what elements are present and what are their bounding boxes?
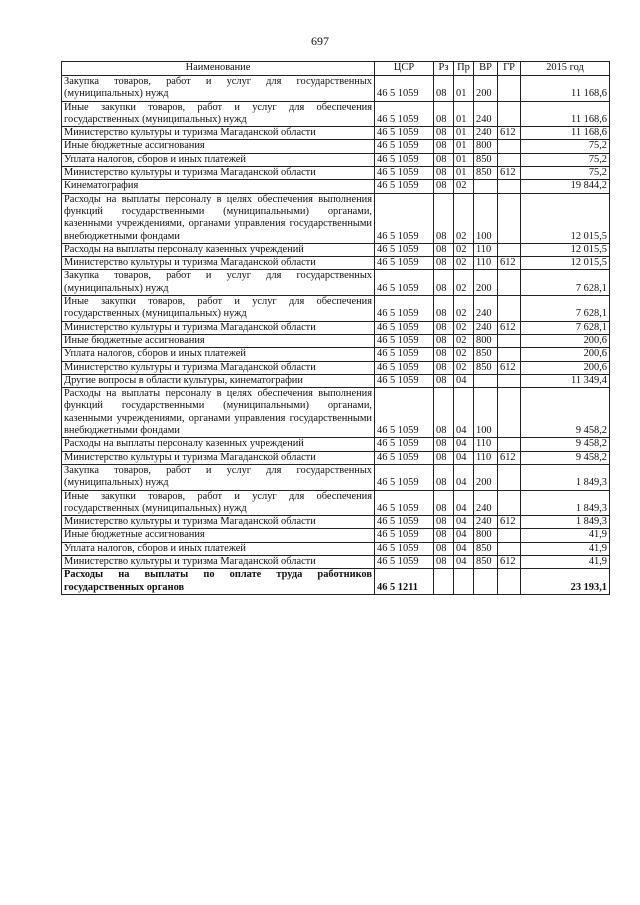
row-gr bbox=[498, 542, 521, 555]
row-rz: 08 bbox=[434, 529, 454, 542]
table-row bbox=[62, 348, 610, 361]
row-name: Иные бюджетные ассигнования bbox=[62, 334, 375, 347]
table-row bbox=[62, 334, 610, 347]
row-vr: 240 bbox=[474, 490, 498, 516]
budget-table bbox=[61, 61, 610, 595]
row-pr: 02 bbox=[454, 296, 474, 322]
row-pr: 02 bbox=[454, 361, 474, 374]
row-amount: 75,2 bbox=[521, 153, 610, 166]
row-name: Иные бюджетные ассигнования bbox=[62, 140, 375, 153]
table-row bbox=[62, 257, 610, 270]
row-pr: 04 bbox=[454, 451, 474, 464]
row-gr bbox=[498, 388, 521, 438]
row-pr: 01 bbox=[454, 140, 474, 153]
row-rz: 08 bbox=[434, 296, 454, 322]
table-row bbox=[62, 490, 610, 516]
row-name: Министерство культуры и туризма Магаданской области bbox=[62, 555, 375, 568]
row-vr: 850 bbox=[474, 555, 498, 568]
row-amount: 7 628,1 bbox=[521, 270, 610, 296]
row-csr: 46 5 1059 bbox=[375, 348, 434, 361]
row-amount: 1 849,3 bbox=[521, 516, 610, 529]
row-name: Закупка товаров, работ и услуг для государственных (муниципальных) нужд bbox=[62, 464, 375, 490]
row-csr: 46 5 1059 bbox=[375, 127, 434, 140]
row-vr bbox=[474, 569, 498, 595]
row-rz: 08 bbox=[434, 270, 454, 296]
row-pr: 04 bbox=[454, 555, 474, 568]
row-vr: 240 bbox=[474, 101, 498, 127]
row-pr: 02 bbox=[454, 193, 474, 243]
row-gr bbox=[498, 569, 521, 595]
row-vr: 110 bbox=[474, 451, 498, 464]
row-rz bbox=[434, 569, 454, 595]
row-rz: 08 bbox=[434, 451, 454, 464]
table-row bbox=[62, 542, 610, 555]
row-csr: 46 5 1059 bbox=[375, 167, 434, 180]
row-vr: 110 bbox=[474, 257, 498, 270]
row-name: Уплата налогов, сборов и иных платежей bbox=[62, 348, 375, 361]
row-pr: 01 bbox=[454, 76, 474, 102]
row-vr: 800 bbox=[474, 140, 498, 153]
row-gr bbox=[498, 180, 521, 193]
row-gr: 612 bbox=[498, 321, 521, 334]
row-amount: 9 458,2 bbox=[521, 388, 610, 438]
row-rz: 08 bbox=[434, 348, 454, 361]
table-row bbox=[62, 270, 610, 296]
row-pr: 04 bbox=[454, 464, 474, 490]
row-pr: 04 bbox=[454, 438, 474, 451]
row-csr: 46 5 1059 bbox=[375, 140, 434, 153]
row-gr bbox=[498, 296, 521, 322]
row-vr: 200 bbox=[474, 464, 498, 490]
row-pr: 01 bbox=[454, 153, 474, 166]
row-csr: 46 5 1059 bbox=[375, 438, 434, 451]
row-vr: 110 bbox=[474, 438, 498, 451]
row-csr: 46 5 1059 bbox=[375, 451, 434, 464]
table-row bbox=[62, 569, 610, 595]
row-amount: 12 015,5 bbox=[521, 193, 610, 243]
table-row bbox=[62, 193, 610, 243]
row-rz: 08 bbox=[434, 257, 454, 270]
table-row bbox=[62, 361, 610, 374]
table-row bbox=[62, 438, 610, 451]
row-rz: 08 bbox=[434, 438, 454, 451]
row-amount: 23 193,1 bbox=[521, 569, 610, 595]
row-csr: 46 5 1059 bbox=[375, 555, 434, 568]
row-rz: 08 bbox=[434, 321, 454, 334]
row-rz: 08 bbox=[434, 101, 454, 127]
row-vr: 850 bbox=[474, 153, 498, 166]
table-row bbox=[62, 388, 610, 438]
row-name: Иные закупки товаров, работ и услуг для обеспечения государственных (муниципальных) нужд bbox=[62, 296, 375, 322]
table-row bbox=[62, 516, 610, 529]
row-name: Уплата налогов, сборов и иных платежей bbox=[62, 542, 375, 555]
table-row bbox=[62, 153, 610, 166]
row-amount: 1 849,3 bbox=[521, 464, 610, 490]
row-amount: 200,6 bbox=[521, 348, 610, 361]
row-vr: 850 bbox=[474, 167, 498, 180]
row-vr: 240 bbox=[474, 296, 498, 322]
row-pr: 01 bbox=[454, 127, 474, 140]
row-csr: 46 5 1059 bbox=[375, 257, 434, 270]
row-rz: 08 bbox=[434, 180, 454, 193]
row-amount: 7 628,1 bbox=[521, 296, 610, 322]
table-header bbox=[62, 62, 610, 76]
row-name: Расходы на выплаты персоналу казенных учреждений bbox=[62, 438, 375, 451]
row-pr: 04 bbox=[454, 374, 474, 387]
row-csr: 46 5 1059 bbox=[375, 464, 434, 490]
row-csr: 46 5 1059 bbox=[375, 388, 434, 438]
row-vr: 240 bbox=[474, 127, 498, 140]
row-csr: 46 5 1059 bbox=[375, 529, 434, 542]
row-name: Министерство культуры и туризма Магаданской области bbox=[62, 127, 375, 140]
row-gr: 612 bbox=[498, 555, 521, 568]
row-csr: 46 5 1059 bbox=[375, 76, 434, 102]
table-row bbox=[62, 101, 610, 127]
row-name: Расходы на выплаты по оплате труда работников государственных органов bbox=[62, 569, 375, 595]
row-csr: 46 5 1059 bbox=[375, 153, 434, 166]
row-name: Уплата налогов, сборов и иных платежей bbox=[62, 153, 375, 166]
row-gr bbox=[498, 334, 521, 347]
row-pr: 02 bbox=[454, 243, 474, 256]
row-rz: 08 bbox=[434, 153, 454, 166]
row-rz: 08 bbox=[434, 334, 454, 347]
page-number: 697 bbox=[311, 34, 329, 48]
row-name: Министерство культуры и туризма Магаданской области bbox=[62, 167, 375, 180]
header-name: Наименование bbox=[62, 62, 375, 76]
row-name: Министерство культуры и туризма Магаданской области bbox=[62, 516, 375, 529]
row-vr bbox=[474, 374, 498, 387]
row-amount: 11 349,4 bbox=[521, 374, 610, 387]
row-pr: 01 bbox=[454, 101, 474, 127]
row-vr: 850 bbox=[474, 361, 498, 374]
row-gr: 612 bbox=[498, 361, 521, 374]
row-amount: 75,2 bbox=[521, 140, 610, 153]
row-pr: 01 bbox=[454, 167, 474, 180]
row-csr: 46 5 1059 bbox=[375, 101, 434, 127]
row-csr: 46 5 1059 bbox=[375, 516, 434, 529]
row-pr: 04 bbox=[454, 388, 474, 438]
header-vr: ВР bbox=[474, 62, 498, 76]
row-name: Министерство культуры и туризма Магаданской области bbox=[62, 451, 375, 464]
row-name: Закупка товаров, работ и услуг для государственных (муниципальных) нужд bbox=[62, 76, 375, 102]
row-pr: 04 bbox=[454, 529, 474, 542]
row-name: Министерство культуры и туризма Магаданской области bbox=[62, 321, 375, 334]
row-gr bbox=[498, 490, 521, 516]
table-row bbox=[62, 555, 610, 568]
row-gr: 612 bbox=[498, 167, 521, 180]
row-name: Расходы на выплаты персоналу в целях обеспечения выполнения функций государственными (муниципальными) органами, казенными учреждениями, органами управления государственными внебюджетными фондами bbox=[62, 388, 375, 438]
row-amount: 41,9 bbox=[521, 529, 610, 542]
row-csr: 46 5 1059 bbox=[375, 374, 434, 387]
row-name: Иные закупки товаров, работ и услуг для обеспечения государственных (муниципальных) нужд bbox=[62, 101, 375, 127]
row-name: Министерство культуры и туризма Магаданской области bbox=[62, 361, 375, 374]
table-row bbox=[62, 321, 610, 334]
row-csr: 46 5 1059 bbox=[375, 361, 434, 374]
row-amount: 1 849,3 bbox=[521, 490, 610, 516]
row-vr: 800 bbox=[474, 529, 498, 542]
table-row bbox=[62, 529, 610, 542]
row-csr: 46 5 1059 bbox=[375, 296, 434, 322]
row-name: Министерство культуры и туризма Магаданской области bbox=[62, 257, 375, 270]
header-rz: Рз bbox=[434, 62, 454, 76]
row-amount: 9 458,2 bbox=[521, 438, 610, 451]
row-pr bbox=[454, 569, 474, 595]
row-vr: 850 bbox=[474, 542, 498, 555]
row-gr bbox=[498, 76, 521, 102]
row-pr: 04 bbox=[454, 490, 474, 516]
row-vr: 800 bbox=[474, 334, 498, 347]
row-vr: 110 bbox=[474, 243, 498, 256]
row-amount: 11 168,6 bbox=[521, 76, 610, 102]
table-row bbox=[62, 464, 610, 490]
row-amount: 11 168,6 bbox=[521, 127, 610, 140]
row-vr: 200 bbox=[474, 270, 498, 296]
header-year: 2015 год bbox=[521, 62, 610, 76]
row-gr bbox=[498, 193, 521, 243]
row-rz: 08 bbox=[434, 76, 454, 102]
row-vr: 240 bbox=[474, 516, 498, 529]
table-row bbox=[62, 167, 610, 180]
table-row bbox=[62, 180, 610, 193]
row-rz: 08 bbox=[434, 542, 454, 555]
row-amount: 200,6 bbox=[521, 361, 610, 374]
row-rz: 08 bbox=[434, 167, 454, 180]
row-amount: 200,6 bbox=[521, 334, 610, 347]
header-pr: Пр bbox=[454, 62, 474, 76]
row-amount: 12 015,5 bbox=[521, 243, 610, 256]
row-csr: 46 5 1059 bbox=[375, 490, 434, 516]
row-pr: 02 bbox=[454, 334, 474, 347]
row-rz: 08 bbox=[434, 374, 454, 387]
row-rz: 08 bbox=[434, 490, 454, 516]
row-name: Иные бюджетные ассигнования bbox=[62, 529, 375, 542]
row-rz: 08 bbox=[434, 140, 454, 153]
row-rz: 08 bbox=[434, 388, 454, 438]
row-amount: 9 458,2 bbox=[521, 451, 610, 464]
row-gr: 612 bbox=[498, 127, 521, 140]
row-csr: 46 5 1059 bbox=[375, 180, 434, 193]
row-rz: 08 bbox=[434, 127, 454, 140]
row-vr: 100 bbox=[474, 388, 498, 438]
row-vr: 240 bbox=[474, 321, 498, 334]
row-rz: 08 bbox=[434, 555, 454, 568]
row-gr bbox=[498, 348, 521, 361]
row-gr bbox=[498, 140, 521, 153]
row-name: Расходы на выплаты персоналу в целях обеспечения выполнения функций государственными (муниципальными) органами, казенными учреждениями, органами управления государственными внебюджетными фондами bbox=[62, 193, 375, 243]
row-gr bbox=[498, 529, 521, 542]
row-gr bbox=[498, 101, 521, 127]
row-gr bbox=[498, 438, 521, 451]
row-csr: 46 5 1059 bbox=[375, 270, 434, 296]
row-rz: 08 bbox=[434, 516, 454, 529]
row-pr: 02 bbox=[454, 257, 474, 270]
row-gr bbox=[498, 270, 521, 296]
table-row bbox=[62, 296, 610, 322]
row-rz: 08 bbox=[434, 361, 454, 374]
table-row bbox=[62, 140, 610, 153]
row-gr bbox=[498, 153, 521, 166]
row-pr: 02 bbox=[454, 180, 474, 193]
table-row bbox=[62, 374, 610, 387]
row-rz: 08 bbox=[434, 243, 454, 256]
row-amount: 19 844,2 bbox=[521, 180, 610, 193]
row-csr: 46 5 1059 bbox=[375, 243, 434, 256]
table-row bbox=[62, 243, 610, 256]
row-name: Иные закупки товаров, работ и услуг для обеспечения государственных (муниципальных) нужд bbox=[62, 490, 375, 516]
row-amount: 12 015,5 bbox=[521, 257, 610, 270]
table-row bbox=[62, 76, 610, 102]
row-vr bbox=[474, 180, 498, 193]
row-name: Другие вопросы в области культуры, кинематографии bbox=[62, 374, 375, 387]
header-gr: ГР bbox=[498, 62, 521, 76]
table-row bbox=[62, 451, 610, 464]
row-gr bbox=[498, 464, 521, 490]
row-csr: 46 5 1059 bbox=[375, 334, 434, 347]
table-body bbox=[62, 76, 610, 595]
row-rz: 08 bbox=[434, 193, 454, 243]
row-csr: 46 5 1211 bbox=[375, 569, 434, 595]
row-gr: 612 bbox=[498, 257, 521, 270]
row-rz: 08 bbox=[434, 464, 454, 490]
row-amount: 41,9 bbox=[521, 555, 610, 568]
row-vr: 100 bbox=[474, 193, 498, 243]
row-amount: 7 628,1 bbox=[521, 321, 610, 334]
row-gr: 612 bbox=[498, 451, 521, 464]
header-csr: ЦСР bbox=[375, 62, 434, 76]
table-row bbox=[62, 127, 610, 140]
row-csr: 46 5 1059 bbox=[375, 321, 434, 334]
row-name: Кинематография bbox=[62, 180, 375, 193]
row-csr: 46 5 1059 bbox=[375, 542, 434, 555]
row-amount: 75,2 bbox=[521, 167, 610, 180]
row-csr: 46 5 1059 bbox=[375, 193, 434, 243]
row-pr: 04 bbox=[454, 516, 474, 529]
row-vr: 200 bbox=[474, 76, 498, 102]
row-vr: 850 bbox=[474, 348, 498, 361]
row-pr: 02 bbox=[454, 270, 474, 296]
row-amount: 41,9 bbox=[521, 542, 610, 555]
row-pr: 02 bbox=[454, 348, 474, 361]
row-pr: 02 bbox=[454, 321, 474, 334]
row-amount: 11 168,6 bbox=[521, 101, 610, 127]
row-gr: 612 bbox=[498, 516, 521, 529]
row-name: Закупка товаров, работ и услуг для государственных (муниципальных) нужд bbox=[62, 270, 375, 296]
row-pr: 04 bbox=[454, 542, 474, 555]
row-gr bbox=[498, 374, 521, 387]
row-gr bbox=[498, 243, 521, 256]
row-name: Расходы на выплаты персоналу казенных учреждений bbox=[62, 243, 375, 256]
